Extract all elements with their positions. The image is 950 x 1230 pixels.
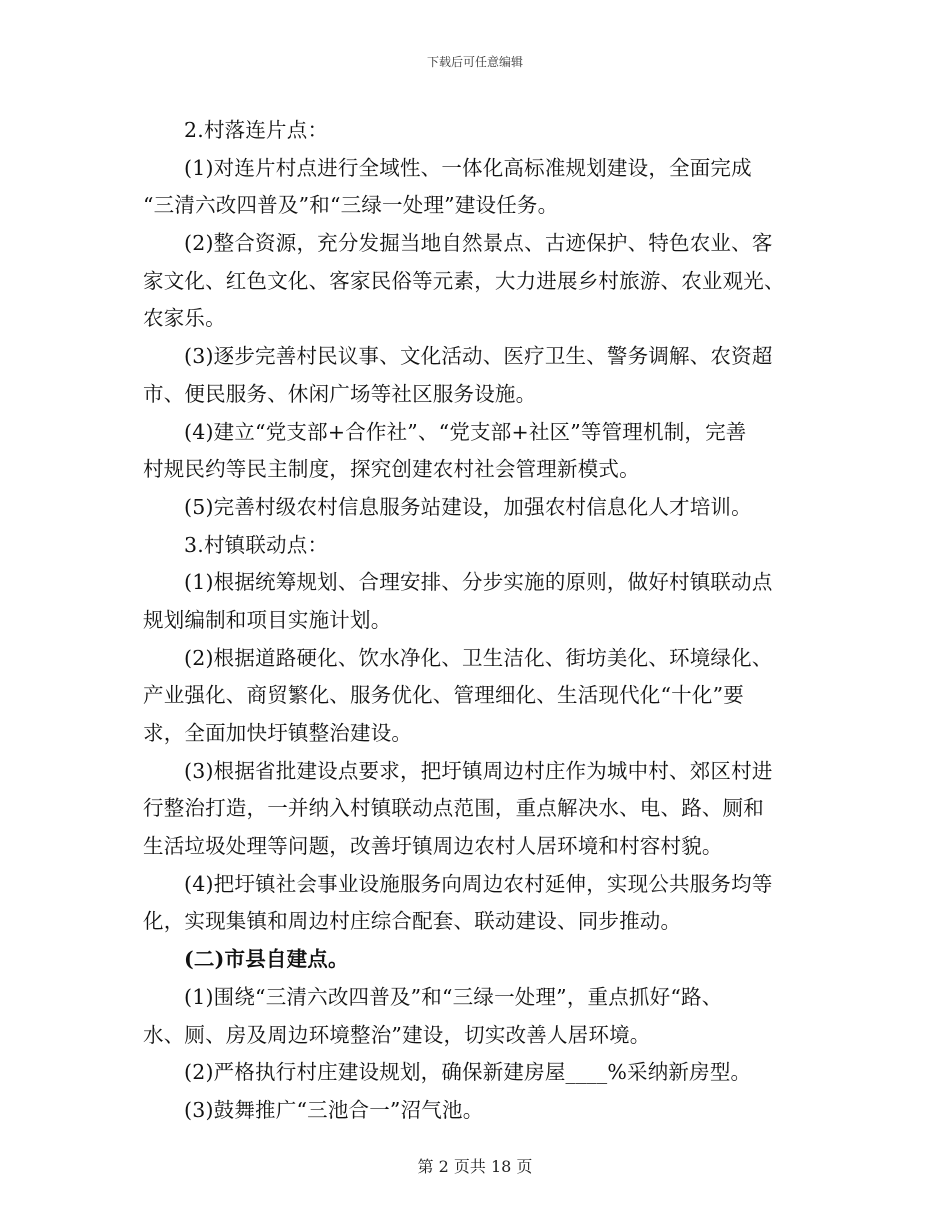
paragraph-line: (2)严格执行村庄建设规划，确保新建房屋____%采纳新房型。 <box>184 1060 752 1085</box>
paragraph-line: 家文化、红色文化、客家民俗等元素，大力进展乡村旅游、农业观光、 <box>143 268 785 293</box>
paragraph-line: (3)根据省批建设点要求，把圩镇周边村庄作为城中村、郊区村进 <box>184 758 773 783</box>
section-heading: 2.村落连片点： <box>184 118 329 142</box>
paragraph-line: 农家乐。 <box>143 306 226 331</box>
paragraph-line: 行整治打造，一并纳入村镇联动点范围，重点解决水、电、路、厕和 <box>143 796 764 821</box>
paragraph-line: (5)完善村级农村信息服务站建设，加强农村信息化人才培训。 <box>184 494 752 519</box>
paragraph-line: (2)根据道路硬化、饮水净化、卫生洁化、街坊美化、环境绿化、 <box>184 645 773 670</box>
paragraph-line: (3)逐步完善村民议事、文化活动、医疗卫生、警务调解、农资超 <box>184 344 773 369</box>
section-heading: (二)市县自建点。 <box>184 947 349 972</box>
paragraph-line: (1)围绕“三清六改四普及”和“三绿一处理”，重点抓好“路、 <box>184 984 723 1009</box>
paragraph-line: 求，全面加快圩镇整治建设。 <box>143 721 413 745</box>
paragraph-line: 化，实现集镇和周边村庄综合配套、联动建设、同步推动。 <box>143 909 682 934</box>
paragraph-line: 产业强化、商贸繁化、服务优化、管理细化、生活现代化“十化”要 <box>143 683 744 708</box>
paragraph-line: (1)根据统筹规划、合理安排、分步实施的原则，做好村镇联动点 <box>184 570 773 595</box>
paragraph-line: (4)把圩镇社会事业设施服务向周边农村延伸，实现公共服务均等 <box>184 871 773 896</box>
paragraph-line: 水、厕、房及周边环境整治”建设，切实改善人居环境。 <box>143 1022 651 1047</box>
document-body <box>143 112 803 1130</box>
paragraph-line: (3)鼓舞推广“三池合一”沼气池。 <box>184 1097 484 1122</box>
paragraph-line: 村规民约等民主制度，探究创建农村社会管理新模式。 <box>143 457 640 482</box>
paragraph-line: (1)对连片村点进行全域性、一体化高标准规划建设，全面完成 <box>184 155 752 180</box>
paragraph-line: (2)整合资源，充分发掘当地自然景点、古迹保护、特色农业、客 <box>184 231 773 256</box>
page-footer: 第 2 页共 18 页 <box>417 1157 533 1176</box>
section-heading: 3.村镇联动点： <box>184 532 329 557</box>
paragraph-line: 生活垃圾处理等问题，改善圩镇周边农村人居环境和村容村貌。 <box>143 834 723 859</box>
paragraph-line: (4)建立“党支部+合作社”、“党支部+社区”等管理机制，完善 <box>184 419 747 444</box>
page-header: 下载后可任意编辑 <box>426 55 523 69</box>
paragraph-line: “三清六改四普及”和“三绿一处理”建设任务。 <box>143 193 559 218</box>
paragraph-line: 规划编制和项目实施计划。 <box>143 607 392 632</box>
paragraph-line: 市、便民服务、休闲广场等社区服务设施。 <box>143 381 537 406</box>
